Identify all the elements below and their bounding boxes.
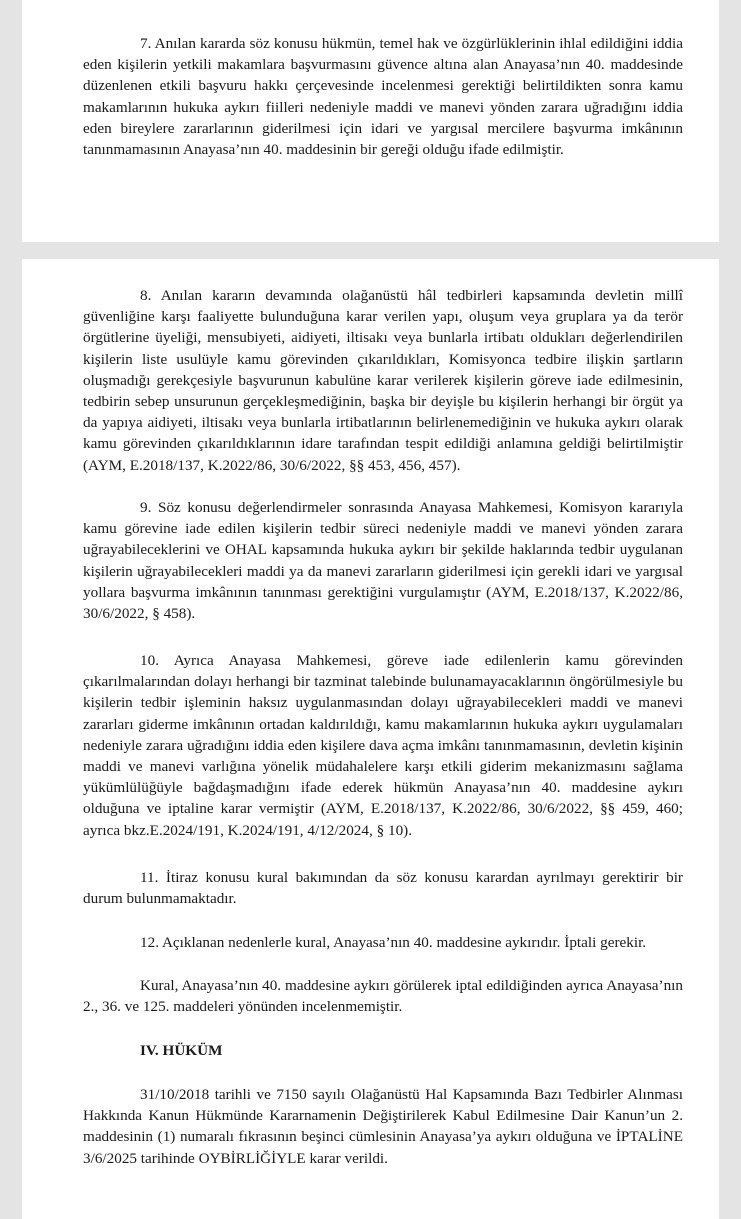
paragraph-judgment: 31/10/2018 tarihli ve 7150 sayılı Olağanüstü Hal Kapsamında Bazı Tedbirler Alınması Hakkında Kanun Hükmünde Kararnamenin Değiştirilerek Kabul Edilmesine Dair Kanun’un 2. maddesinin (1) numaralı fıkrasının beşinci cümlesinin Anayasa’ya aykırı olduğuna ve İPTALİNE 3/6/2025 tarihinde OYBİRLİĞİYLE karar verildi. [83,1086,683,1167]
document-page-bottom [22,259,719,1219]
document-page-top [22,0,719,242]
paragraph-12: 12. Açıklanan nedenlerle kural, Anayasa’nın 40. maddesine aykırıdır. İptali gerekir. [140,934,647,951]
paragraph-8: 8. Anılan kararın devamında olağanüstü hâl tedbirleri kapsamında devletin millî güvenliğine karşı faaliyette bulunduğuna karar verilen yapı, oluşum veya gruplara ya da terör örgütlerine üyeliği, mensubiyeti, aidiyeti, iltisakı veya bunlarla irtibatı oldukları değerlendirilen kişilerin liste usulüyle kamu görevinden çıkarıldıkları, Komisyonca tedbire ilişkin şartların oluşmadığı gerekçesiyle başvurunun kabulüne karar verilerek kişilerin göreve iade edilmesinin, tedbirin sebep unsurunun gerçekleşmediğinin, başka bir deyişle bu kişilerin herhangi bir örgüt ya da yapıya aidiyeti, iltisakı veya bunlarla irtibatlarının belirlenemediğinin ve hukuka aykırı olarak kamu görevinden çıkarıldıklarının idare tarafından tespit edildiği anlamına geldiği belirtilmiştir (AYM, E.2018/137, K.2022/86, 30/6/2022, §§ 453, 456, 457). [83,287,683,474]
paragraph-11: 11. İtiraz konusu kural bakımından da söz konusu karardan ayrılmayı gerektirir bir durum bulunmamaktadır. [83,869,683,908]
section-heading: IV. HÜKÜM [140,1042,223,1059]
paragraph-10: 10. Ayrıca Anayasa Mahkemesi, göreve iade edilenlerin kamu görevinden çıkarılmalarından dolayı herhangi bir tazminat talebinde bulunamayacaklarının öngörülmesiyle bu kişilerin tedbir işleminin haksız uygulanmasından dolayı uğrayabilecekleri maddi ve manevi zararları giderme imkânının ortadan kaldırıldığı, kamu makamlarının hukuka aykırı uygulamaları nedeniyle zarara uğradığını iddia eden kişilere dava açma imkânı tanınmamasının, devletin kişinin maddi ve manevi varlığına yönelik müdahalelere karşı etkili giderim mekanizmasını sağlama yükümlülüğüyle bağdaşmadığını ifade ederek hükmün Anayasa’nın 40. maddesine aykırı olduğuna ve iptaline karar vermiştir (AYM, E.2018/137, K.2022/86, 30/6/2022, §§ 459, 460; ayrıca bkz.E.2024/191, K.2024/191, 4/12/2024, § 10). [83,652,683,839]
paragraph-9: 9. Söz konusu değerlendirmeler sonrasında Anayasa Mahkemesi, Komisyon kararıyla kamu görevine iade edilen kişilerin tedbir süreci nedeniyle maddi ve manevi yönden zarara uğrayabileceklerini ve OHAL kapsamında hukuka aykırı bir şekilde haklarında tedbir uygulanan kişilerin uğrayabilecekleri maddi ya da manevi zararların giderilmesi için gerekli idari ve yargısal yollara başvurma imkânının tanınması gerektiğini vurgulamıştır (AYM, E.2018/137, K.2022/86, 30/6/2022, § 458). [83,499,683,623]
paragraph-7: 7. Anılan kararda söz konusu hükmün, temel hak ve özgürlüklerinin ihlal edildiğini iddia eden kişilerin yetkili makamlara başvurmasını güvence altına alan Anayasa’nın 40. maddesinde düzenlenen etkili başvuru hakkı çerçevesinde incelenmesi gerektiği belirtildikten sonra kamu makamlarının hukuka aykırı fiilleri nedeniyle maddi ve manevi yönden zarara uğradığını iddia eden bireylere zararlarının giderilmesi için idari ve yargısal mercilere başvurma imkânının tanınmamasının Anayasa’nın 40. maddesinin bir gereği olduğu ifade edilmiştir. [83,35,683,159]
paragraph-note: Kural, Anayasa’nın 40. maddesine aykırı görülerek iptal edildiğinden ayrıca Anayasa’nın 2., 36. ve 125. maddeleri yönünden incelenmemiştir. [83,977,683,1016]
